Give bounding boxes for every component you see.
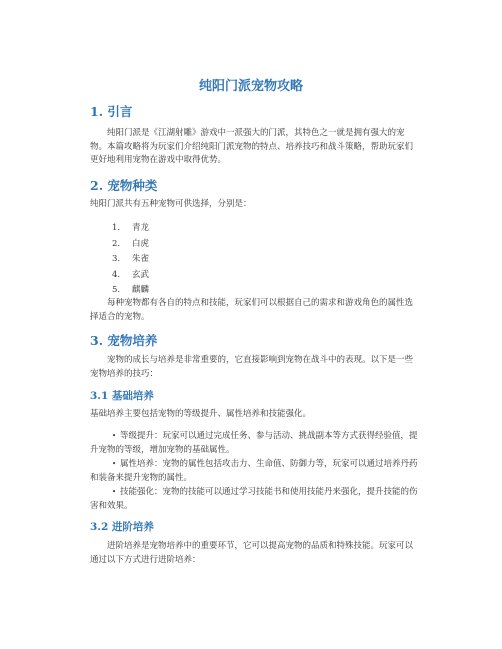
- subsection-heading-basic: 3.1 基础培养: [90, 390, 154, 402]
- list-number: 2.: [112, 238, 121, 249]
- list-label: 麒麟: [132, 285, 150, 295]
- list-item: [112, 221, 149, 237]
- section-heading-intro: 1. 引言: [90, 104, 133, 119]
- bullet-icon: •: [112, 488, 117, 496]
- document-title: 纯阳门派宠物攻略: [198, 79, 303, 94]
- list-item: [90, 486, 422, 513]
- list-item: [112, 252, 149, 268]
- types-lead: [90, 198, 420, 212]
- bullet-text: 技能强化：宠物的技能可以通过学习技能书和使用技能丹来强化，提升技能的伤害和效果。: [90, 487, 418, 511]
- list-item: [90, 458, 422, 485]
- basic-training-list: [90, 430, 422, 514]
- bullet-icon: •: [112, 432, 117, 440]
- advanced-lead: 进阶培养是宠物培养中的重要环节，它可以提高宠物的品质和特殊技能。玩家可以通过以下方式进行进阶培养：: [90, 541, 414, 565]
- list-item: [112, 237, 149, 253]
- list-number: 5.: [112, 285, 121, 295]
- types-lead-text: 纯阳门派共有五种宠物可供选择，分别是：: [90, 199, 252, 209]
- training-lead: 宠物的成长与培养是非常重要的，它直接影响到宠物在战斗中的表现。以下是一些宠物培养的技巧：: [90, 355, 414, 379]
- list-label: 玄武: [132, 269, 150, 280]
- list-label: 白虎: [132, 238, 150, 249]
- bullet-text: 等级提升：玩家可以通过完成任务、参与活动、挑战副本等方式获得经验值，提升宠物的等级，增加宠物的基础属性。: [90, 431, 418, 455]
- list-number: 4.: [112, 269, 121, 280]
- section-heading-types: 2. 宠物种类: [90, 178, 158, 193]
- subsection-heading-advanced: 3.2 进阶培养: [90, 521, 154, 533]
- types-closing: 每种宠物都有各自的特点和技能，玩家们可以根据自己的需求和游戏角色的属性选择适合的宠物。: [90, 298, 414, 322]
- bullet-text: 属性培养：宠物的属性包括攻击力、生命值、防御力等，玩家可以通过培养丹药和装备来提升宠物的属性。: [90, 459, 418, 483]
- bullet-icon: •: [112, 460, 117, 468]
- list-item: [112, 268, 149, 284]
- pet-type-list: [112, 221, 149, 299]
- list-item: [90, 430, 422, 457]
- list-number: 1.: [112, 223, 121, 233]
- list-number: 3.: [112, 254, 121, 264]
- basic-lead: 基础培养主要包括宠物的等级提升、属性培养和技能强化。: [90, 409, 312, 419]
- section-heading-training: 3. 宠物培养: [90, 333, 158, 348]
- intro-paragraph: 纯阳门派是《江湖射雕》游戏中一派强大的门派，其特色之一就是拥有强大的宠物。本篇攻略将为玩家们介绍纯阳门派宠物的特点、培养技巧和战斗策略，帮助玩家们更好地利用宠物在游戏中取得优势。: [90, 128, 414, 165]
- list-label: 朱雀: [132, 254, 150, 264]
- list-label: 青龙: [132, 223, 150, 233]
